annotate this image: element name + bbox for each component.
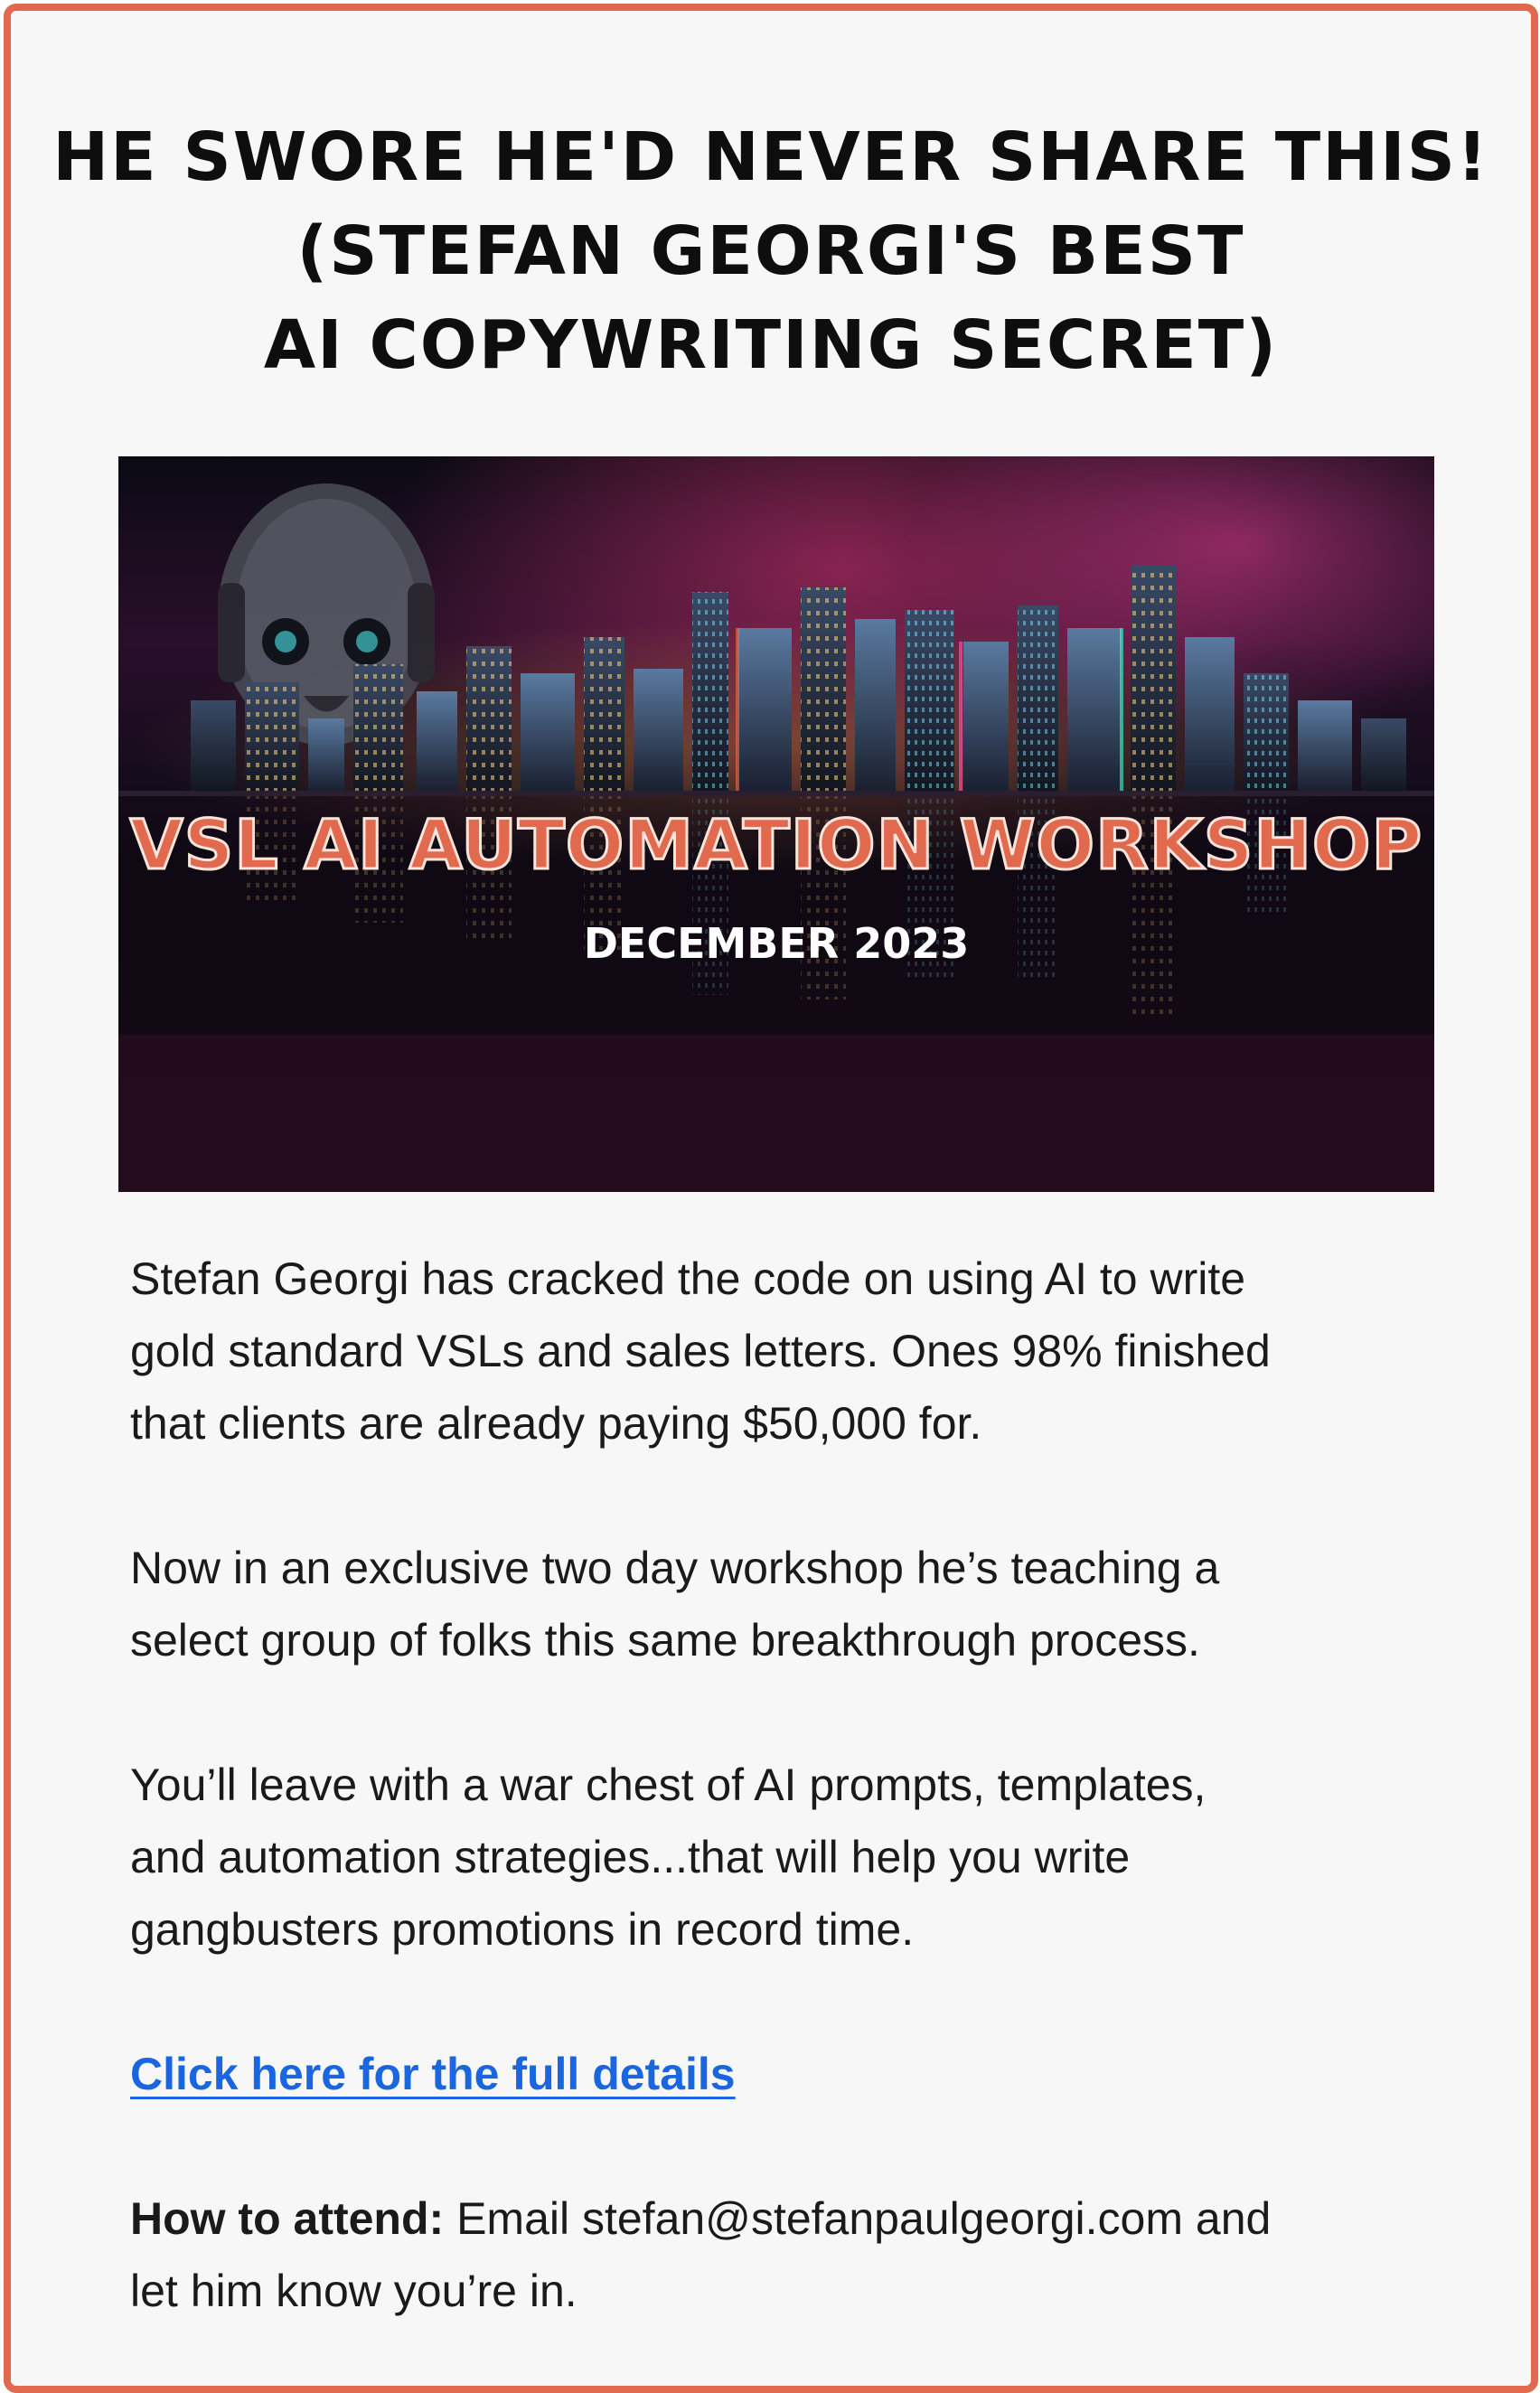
text-line: You’ll leave with a war chest of AI prompts, templates, [130,1760,1207,1810]
hero-date: DECEMBER 2023 [583,919,970,968]
hero-banner-image [118,456,1434,1192]
text-line: that clients are already paying $50,000 for. [130,1398,982,1449]
paragraph-intro [130,1243,1450,1459]
headline-line: AI COPYWRITING SECRET) [263,306,1279,384]
paragraph-benefits [130,1749,1450,1966]
headline-line: (STEFAN GEORGI'S BEST [296,212,1245,290]
text-line: gold standard VSLs and sales letters. Ones 98% finished [130,1326,1271,1376]
paragraph-workshop [130,1532,1450,1676]
full-details-link[interactable]: Click here for the full details [130,2049,736,2099]
details-link-row [130,2038,1450,2110]
headline [47,110,1495,392]
text-line: gangbusters promotions in record time. [130,1904,915,1955]
text-line [130,2182,1450,2255]
hero-title: VSL AI AUTOMATION WORKSHOP [129,804,1423,885]
text-line: let him know you’re in. [130,2266,578,2316]
headline-line: HE SWORE HE'D NEVER SHARE THIS! [52,118,1489,196]
email-card [4,4,1538,2393]
text-line: Stefan Georgi has cracked the code on using AI to write [130,1253,1246,1304]
text-line: Now in an exclusive two day workshop he’s teaching a [130,1543,1220,1593]
attend-email-text: Email stefan@stefanpaulgeorgi.com and [444,2193,1272,2244]
text-line: select group of folks this same breakthrough process. [130,1615,1200,1666]
how-to-attend [130,2182,1450,2327]
text-line: and automation strategies...that will help you write [130,1832,1131,1882]
attend-label: How to attend: [130,2193,445,2244]
